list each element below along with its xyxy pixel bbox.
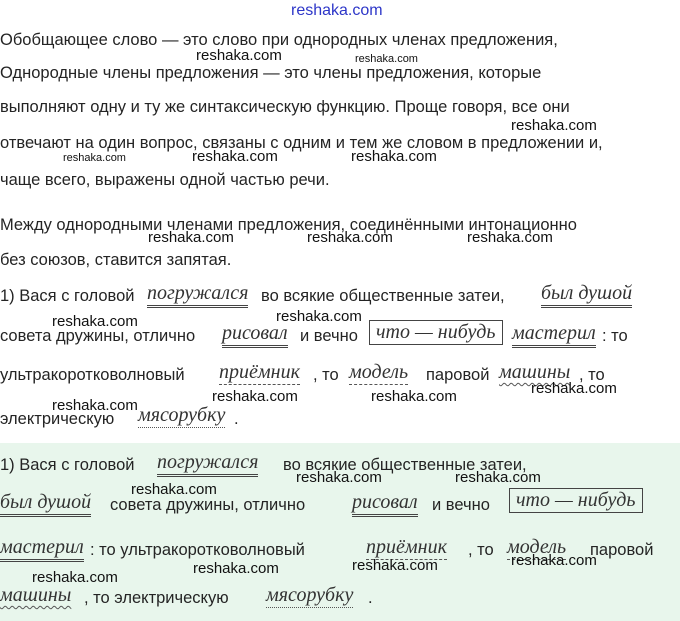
example1-text: электрическую [0,410,115,428]
example2-predicate: погружался [157,451,258,477]
example2-object: мясорубку [266,584,354,606]
example1-text: 1) Вася с головой [0,287,135,305]
example1-text: паровой [426,366,490,384]
definition-line-3: выполняют одну и ту же синтаксическую функцию. Проще говоря, все они [0,98,570,116]
example1-predicate: погружался [147,282,248,308]
watermark: reshaka.com [52,313,138,330]
example2-text: , то электрическую [84,589,229,607]
example1-text: : то [602,327,628,345]
example2-text: паровой [590,541,654,559]
rule-line-2: без союзов, ставится запятая. [0,251,232,269]
example2-object: модель [507,536,567,558]
watermark: reshaka.com [531,380,617,397]
example1-text: , то [313,366,339,384]
example1-object: приёмник [219,361,300,383]
example1-predicate: мастерил [512,322,596,348]
example1-text: совета дружины, отлично [0,327,196,345]
example2-predicate: мастерил [0,536,84,562]
example1-object: мясорубку [138,404,226,426]
example1-text: во всякие общественные затеи, [261,287,505,305]
example2-predicate: рисовал [352,491,418,517]
watermark: reshaka.com [148,229,234,246]
watermark: reshaka.com [196,47,282,64]
watermark: reshaka.com [212,388,298,405]
definition-line-4: отвечают на один вопрос, связаны с одним и тем же словом в предложении и, [0,134,603,152]
watermark: reshaka.com [352,557,438,574]
example2-text: : то ультракоротковолновый [90,541,305,559]
example2-attribute: машины [0,584,72,606]
watermark: reshaka.com [355,53,418,65]
example1-text: , то [579,366,605,384]
example1-text: и вечно [300,327,358,345]
definition-line-1: Обобщающее слово — это слово при однородных членах предложения, [0,31,558,49]
example2-boxed-word: что — нибудь [509,488,643,513]
example2-text: , то [468,541,494,559]
watermark: reshaka.com [351,148,437,165]
example2-text: . [368,589,373,607]
example2-text: совета дружины, отлично [110,496,306,514]
example1-text: ультракоротковолновый [0,366,185,384]
watermark: reshaka.com [63,152,126,164]
example2-predicate: был душой [0,491,91,517]
definition-line-5: чаще всего, выражены одной частью речи. [0,171,330,189]
definition-line-2: Однородные члены предложения — это члены предложения, которые [0,64,542,82]
example1-predicate: рисовал [222,322,288,348]
watermark: reshaka.com [32,569,118,586]
watermark: reshaka.com [455,469,541,486]
watermark: reshaka.com [276,308,362,325]
example1-text: . [234,410,239,428]
rule-line-1: Между однородными членами предложения, соединёнными интонационно [0,216,577,234]
watermark-top: reshaka.com [291,2,383,19]
example1-object: модель [349,361,409,383]
watermark: reshaka.com [131,481,217,498]
example1-attribute: машины [499,361,571,383]
watermark: reshaka.com [193,560,279,577]
example2-text: во всякие общественные затеи, [283,456,527,474]
example1-boxed-word: что — нибудь [369,320,503,345]
watermark: reshaka.com [511,117,597,134]
watermark: reshaka.com [192,148,278,165]
watermark: reshaka.com [371,388,457,405]
example2-text: 1) Вася с головой [0,456,135,474]
example2-text: и вечно [432,496,490,514]
watermark: reshaka.com [467,229,553,246]
watermark: reshaka.com [296,469,382,486]
watermark: reshaka.com [52,397,138,414]
watermark: reshaka.com [307,229,393,246]
example1-predicate: был душой [541,282,632,308]
watermark: reshaka.com [511,552,597,569]
example2-object: приёмник [366,536,447,558]
